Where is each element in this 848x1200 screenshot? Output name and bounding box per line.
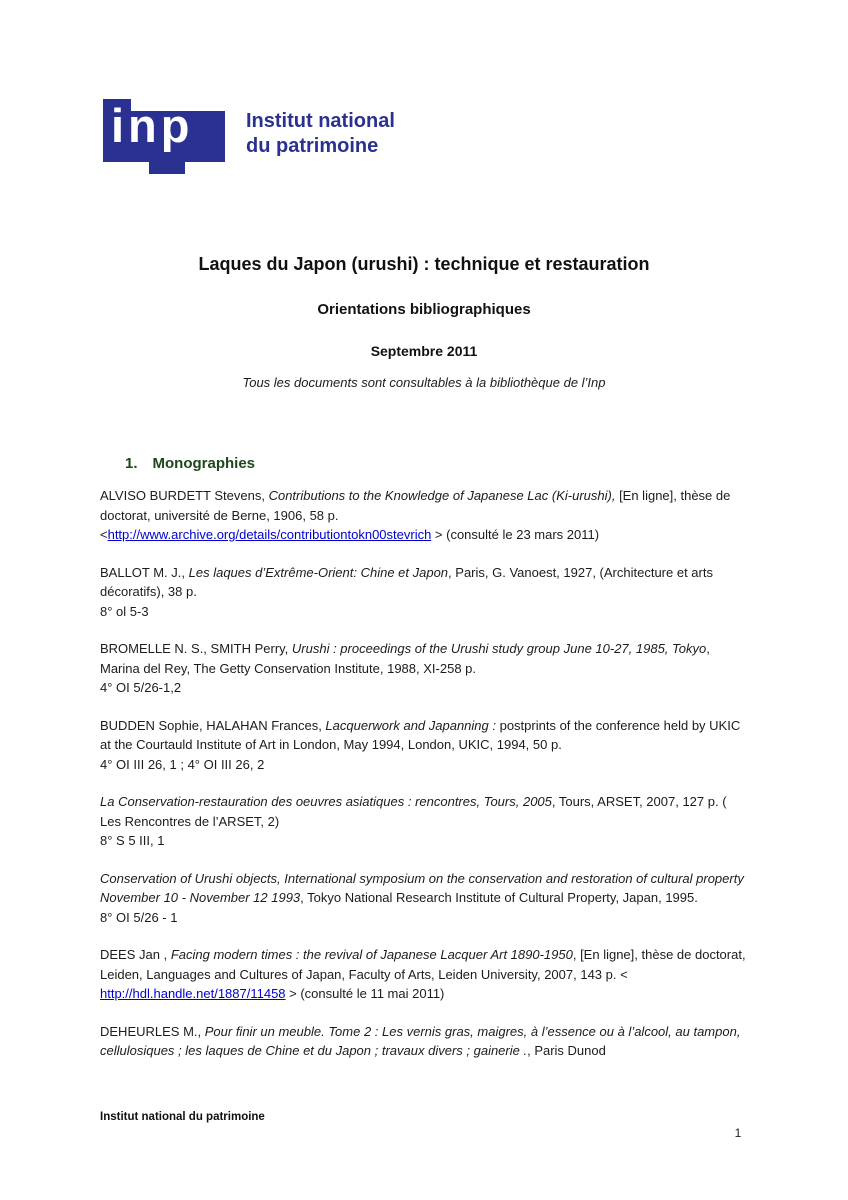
entry-text: ALVISO BURDETT Stevens, bbox=[100, 488, 269, 503]
bibliography-entry bbox=[100, 792, 751, 851]
bibliography-entry bbox=[100, 869, 751, 928]
entry-title-text: Lacquerwork and Japanning : bbox=[325, 717, 496, 733]
entry-text: > (consulté le 23 mars 2011) bbox=[431, 527, 600, 542]
entry-text: , Tours, ARSET, 2007, 127 p. ( Les Rencontres de l’ARSET, 2) bbox=[100, 794, 727, 829]
entry-text: , Paris Dunod bbox=[527, 1043, 606, 1058]
shelf-mark: 4° OI III 26, 1 ; 4° OI III 26, 2 bbox=[100, 756, 265, 772]
section-label: Monographies bbox=[152, 455, 256, 472]
logo-shape-tab bbox=[149, 159, 185, 174]
logo-org-name bbox=[246, 109, 395, 159]
inp-logo bbox=[103, 93, 443, 185]
entry-title-text: Facing modern times : the revival of Japanese Lacquer Art 1890-1950 bbox=[170, 947, 573, 962]
bibliography-entry bbox=[100, 486, 751, 545]
entry-link[interactable]: http://hdl.handle.net/1887/11458 bbox=[100, 986, 286, 1001]
page-subtitle: Orientations bibliographiques bbox=[317, 301, 531, 318]
entry-title-text: Contributions to the Knowledge of Japanese Lac (Ki-urushi), bbox=[268, 488, 620, 503]
shelf-mark: 8° ol 5-3 bbox=[100, 603, 149, 619]
entry-title-text: Les laques d’Extrême-Orient: Chine et Japon bbox=[188, 564, 449, 580]
shelf-mark: 4° OI 5/26-1,2 bbox=[100, 680, 182, 695]
page-title: Laques du Japon (urushi) : technique et restauration bbox=[198, 254, 650, 274]
entry-title-text: Urushi : proceedings of the Urushi study group June 10-27, 1985, Tokyo bbox=[291, 641, 707, 656]
entry-text: [En ligne], thèse de doctorat, université de Berne, 1906, 58 p. bbox=[100, 488, 731, 523]
section-number: 1. bbox=[125, 455, 138, 472]
bibliography-entry bbox=[100, 945, 751, 1004]
entry-text: BALLOT M. J., bbox=[100, 564, 189, 580]
entry-text: > (consulté le 11 mai 2011) bbox=[285, 986, 445, 1001]
bibliography-list bbox=[100, 486, 751, 1079]
logo-org-line2: du patrimoine bbox=[246, 135, 379, 157]
publication-date: Septembre 2011 bbox=[370, 343, 478, 359]
bibliography-entry bbox=[100, 563, 751, 622]
entry-text: , Paris, G. Vanoest, 1927, (Architecture et arts décoratifs), 38 p. bbox=[100, 564, 713, 599]
entry-text: postprints of the conference held by UKIC at the Courtauld Institute of Art in London, May 1994, London, UKIC, 1994, 50 p. bbox=[100, 717, 741, 752]
shelf-mark: 8° OI 5/26 - 1 bbox=[100, 909, 178, 925]
entry-text: DEES Jan , bbox=[100, 947, 171, 962]
entry-text: < bbox=[100, 527, 108, 542]
availability-note: Tous les documents sont consultables à la bibliothèque de l’Inp bbox=[242, 375, 606, 390]
entry-link[interactable]: http://www.archive.org/details/contributiontokn00stevrich bbox=[107, 527, 432, 542]
inp-logo-mark-icon bbox=[103, 93, 238, 185]
entry-title-text: Pour finir un meuble. Tome 2 : Les vernis gras, maigres, à l’essence ou à l’alcool, au tampon, cellulosiques ; les laques de Chine et du Japon ; travaux divers ; gainerie . bbox=[100, 1023, 741, 1058]
entry-title-text: La Conservation-restauration des oeuvres asiatiques : rencontres, Tours, 2005 bbox=[100, 794, 552, 809]
entry-text: BROMELLE N. S., SMITH Perry, bbox=[100, 641, 292, 656]
entry-text: , Marina del Rey, The Getty Conservation Institute, 1988, XI-258 p. bbox=[100, 641, 710, 676]
entry-title-text: Conservation of Urushi objects, International symposium on the conservation and restoration of cultural property November 10 - November 12 1993 bbox=[100, 870, 744, 905]
shelf-mark: 8° S 5 III, 1 bbox=[100, 833, 165, 848]
entry-text: , Tokyo National Research Institute of Cultural Property, Japan, 1995. bbox=[300, 890, 698, 905]
entry-text: DEHEURLES M., bbox=[100, 1023, 205, 1039]
bibliography-entry bbox=[100, 716, 751, 775]
page-number: 1 bbox=[734, 1126, 742, 1140]
section-heading-monographies bbox=[125, 455, 255, 472]
entry-text: BUDDEN Sophie, HALAHAN Frances, bbox=[100, 717, 326, 733]
entry-text: , [En ligne], thèse de doctorat, Leiden, Languages and Cultures of Japan, Faculty of Arts, Leiden University, 2007, 143 p. < bbox=[100, 947, 746, 982]
bibliography-entry bbox=[100, 639, 751, 698]
footer-org-name: Institut national du patrimoine bbox=[100, 1111, 265, 1123]
logo-acronym: inp bbox=[111, 99, 194, 152]
logo-org-line1: Institut national bbox=[246, 110, 395, 132]
bibliography-entry bbox=[100, 1022, 751, 1061]
